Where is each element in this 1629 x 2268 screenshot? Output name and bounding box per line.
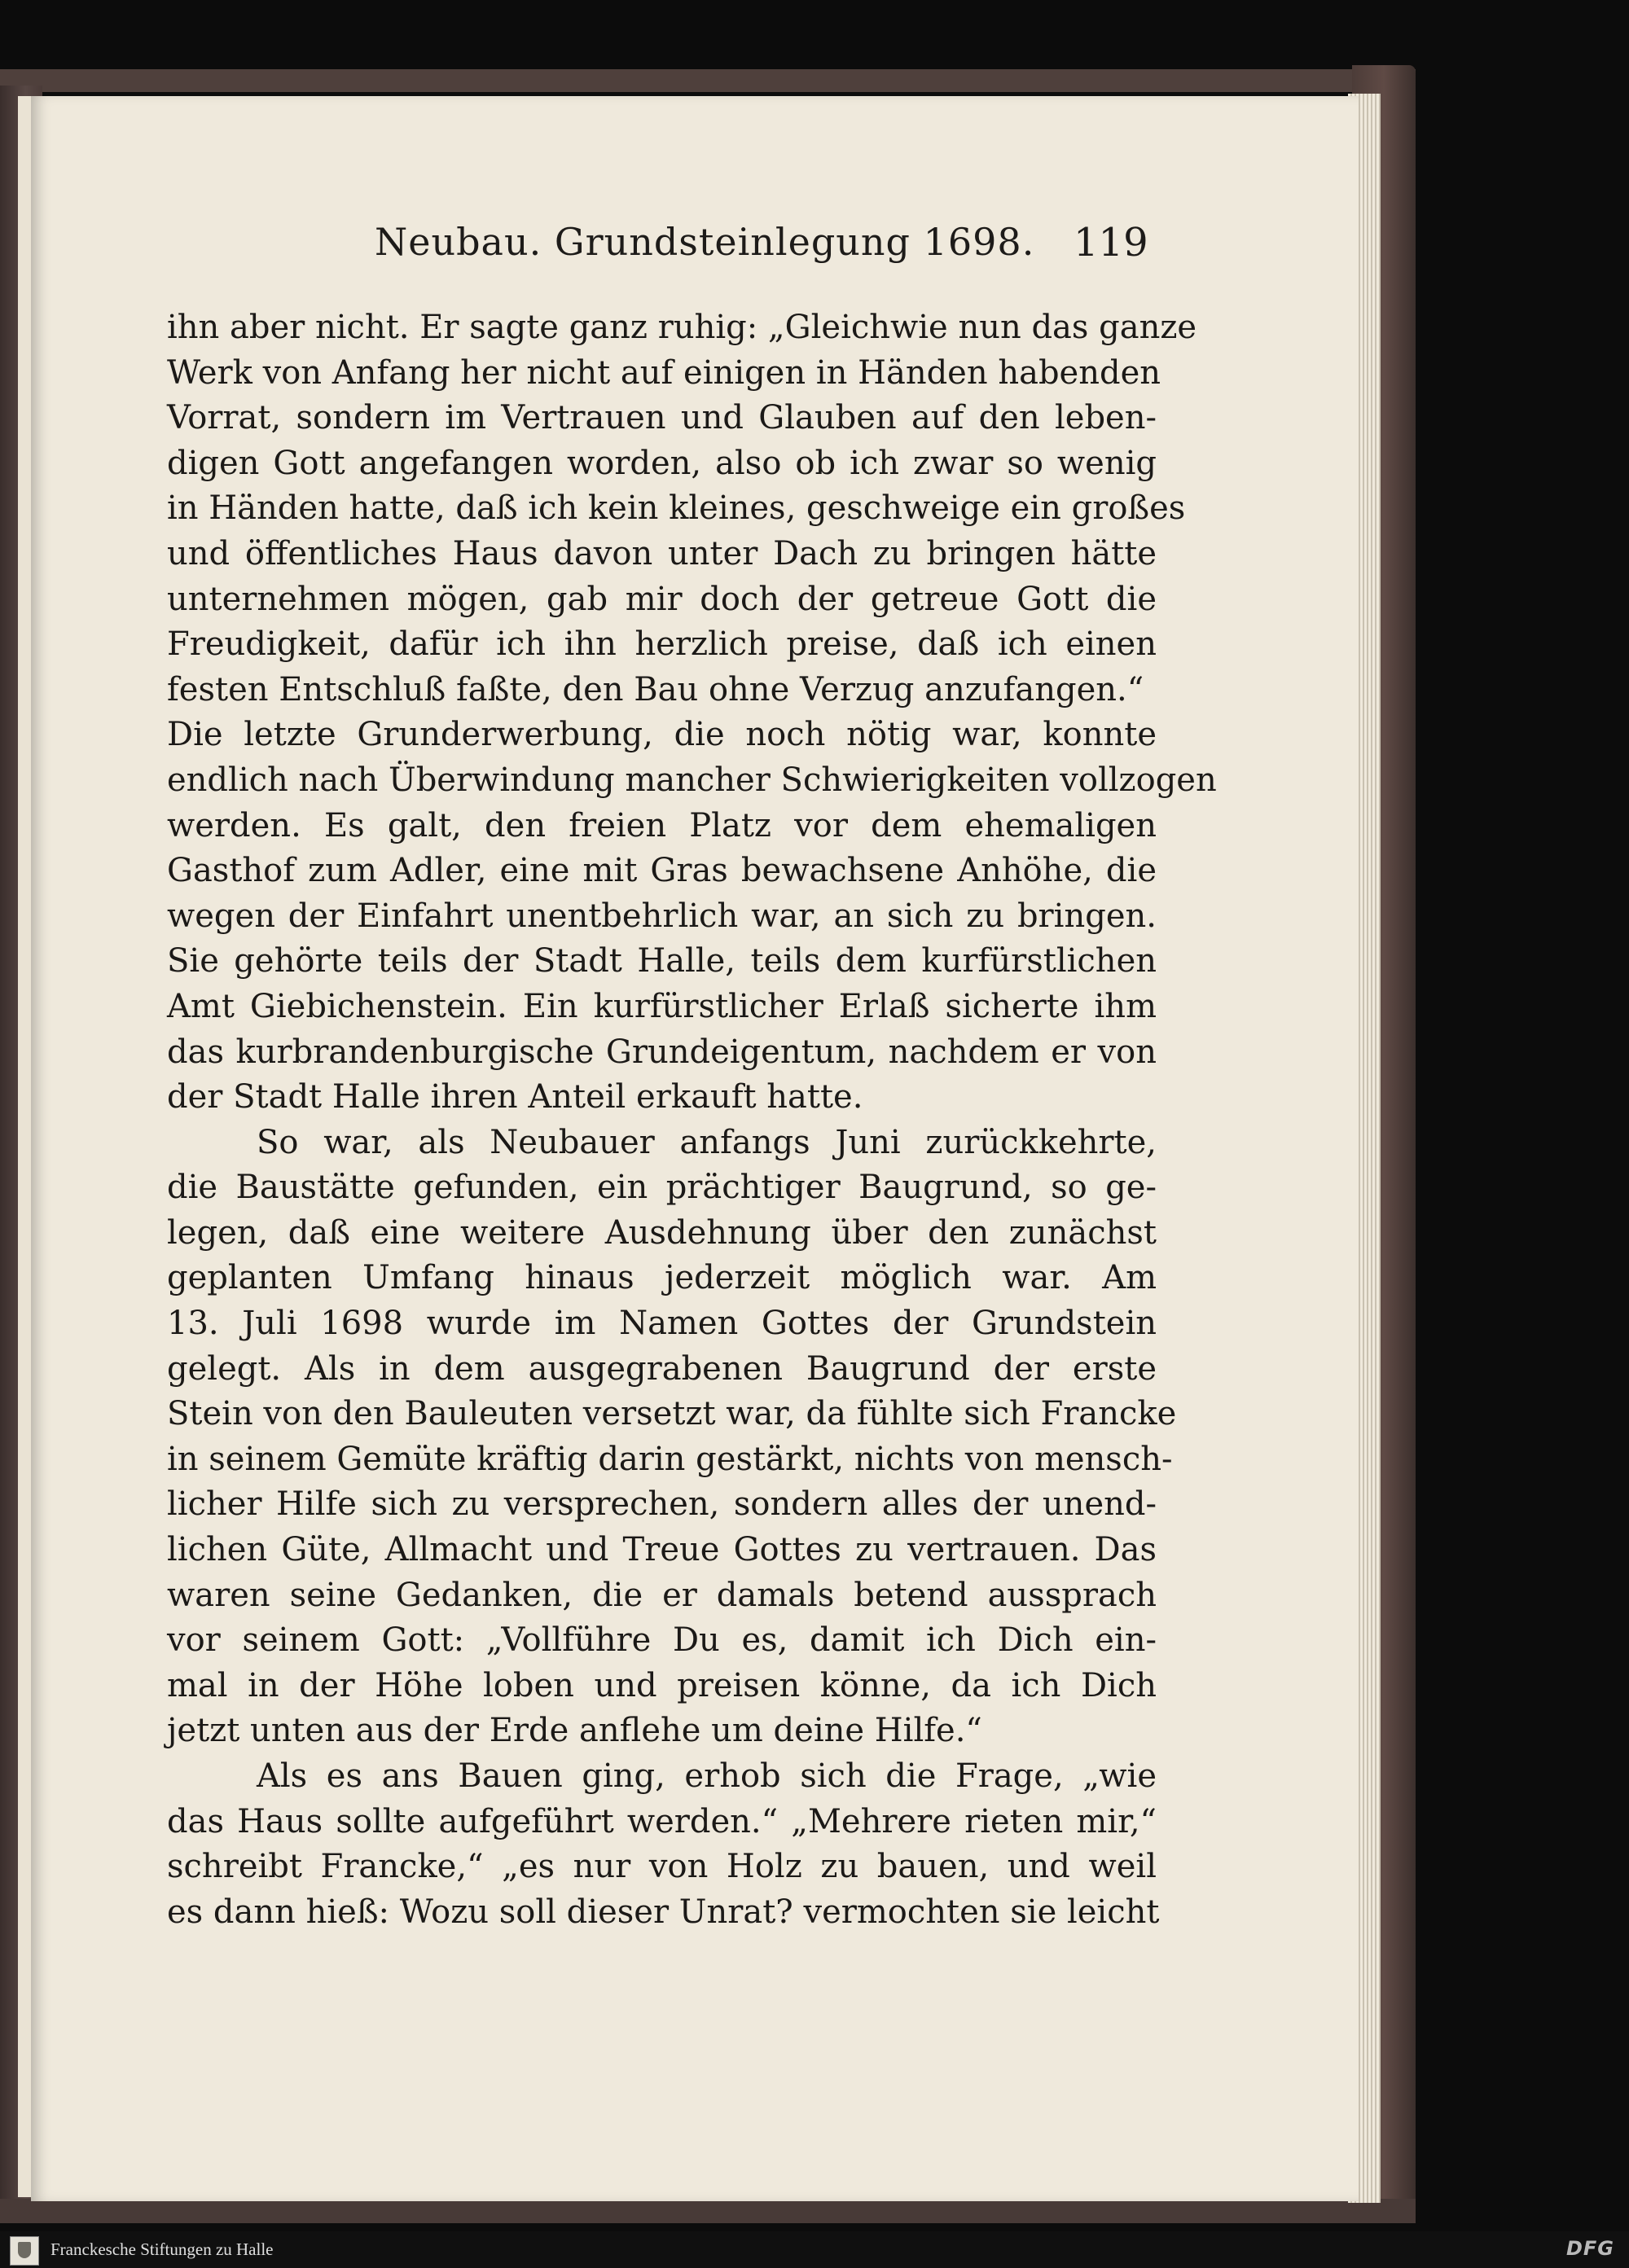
- text-line: die Baustätte gefunden, ein prächtiger Baugrund, so ge-: [167, 1169, 1157, 1207]
- book-cover-top-edge: [0, 69, 1416, 92]
- text-line: So war, als Neubauer anfangs Juni zurückkehrte,: [257, 1123, 1157, 1161]
- viewer-footer: [0, 2231, 1629, 2268]
- text-line: schreibt Francke,“ „es nur von Holz zu bauen, und weil: [167, 1848, 1157, 1886]
- text-line: gelegt. Als in dem ausgegrabenen Baugrund der erste: [167, 1349, 1157, 1388]
- text-line: legen, daß eine weitere Ausdehnung über den zunächst: [167, 1213, 1157, 1252]
- text-line: Werk von Anfang her nicht auf einigen in Händen habenden: [167, 353, 1161, 392]
- text-line: Als es ans Bauen ging, erhob sich die Frage, „wie: [257, 1757, 1157, 1795]
- page-number: 119: [1074, 220, 1148, 265]
- text-line: Gasthof zum Adler, eine mit Gras bewachsene Anhöhe, die: [167, 852, 1157, 890]
- institution-name[interactable]: Franckesche Stiftungen zu Halle: [50, 2239, 274, 2259]
- text-line: Vorrat, sondern im Vertrauen und Glauben auf den leben-: [167, 399, 1157, 437]
- running-head: Neubau. Grundsteinlegung 1698.: [375, 220, 1035, 264]
- text-line: endlich nach Überwindung mancher Schwierigkeiten vollzogen: [167, 761, 1217, 799]
- text-line: jetzt unten aus der Erde anflehe um deine Hilfe.“: [167, 1712, 982, 1750]
- text-line: das kurbrandenburgische Grundeigentum, nachdem er von: [167, 1033, 1157, 1071]
- text-line: geplanten Umfang hinaus jederzeit möglich war. Am: [167, 1259, 1157, 1297]
- text-line: in Händen hatte, daß ich kein kleines, geschweige ein großes: [167, 489, 1186, 528]
- text-line: Freudigkeit, dafür ich ihn herzlich preise, daß ich einen: [167, 625, 1157, 664]
- text-line: vor seinem Gott: „Vollführe Du es, damit ich Dich ein-: [167, 1621, 1157, 1660]
- text-line: lichen Güte, Allmacht und Treue Gottes zu vertrauen. Das: [167, 1531, 1157, 1569]
- text-line: mal in der Höhe loben und preisen könne, da ich Dich: [167, 1666, 1157, 1704]
- text-line: es dann hieß: Wozu soll dieser Unrat? vermochten sie leicht: [167, 1893, 1160, 1931]
- text-line: digen Gott angefangen worden, also ob ich zwar so wenig: [167, 444, 1157, 482]
- dfg-logo: DFG: [1565, 2237, 1614, 2260]
- text-line: und öffentliches Haus davon unter Dach zu bringen hätte: [167, 534, 1157, 572]
- text-line: Die letzte Grunderwerbung, die noch nötig war, konnte: [167, 716, 1157, 754]
- text-line: werden. Es galt, den freien Platz vor dem ehemaligen: [167, 806, 1157, 844]
- book-cover-bottom-edge: [0, 2199, 1416, 2223]
- text-line: Sie gehörte teils der Stadt Halle, teils dem kurfürstlichen: [167, 942, 1157, 980]
- text-line: in seinem Gemüte kräftig darin gestärkt, nichts von mensch-: [167, 1440, 1173, 1478]
- text-line: ihn aber nicht. Er sagte ganz ruhig: „Gleichwie nun das ganze: [167, 309, 1197, 346]
- institution-logo-icon: [10, 2236, 39, 2266]
- text-line: festen Entschluß faßte, den Bau ohne Verzug anzufangen.“: [167, 670, 1144, 708]
- text-line: das Haus sollte aufgeführt werden.“ „Mehrere rieten mir,“: [167, 1802, 1157, 1840]
- text-line: der Stadt Halle ihren Anteil erkauft hatte.: [167, 1078, 863, 1116]
- text-line: Stein von den Bauleuten versetzt war, da fühlte sich Francke: [167, 1395, 1177, 1433]
- text-line: Amt Giebichenstein. Ein kurfürstlicher Erlaß sicherte ihm: [167, 987, 1157, 1025]
- text-line: 13. Juli 1698 wurde im Namen Gottes der Grundstein: [167, 1305, 1157, 1343]
- text-line: waren seine Gedanken, die er damals betend aussprach: [167, 1576, 1157, 1614]
- text-line: wegen der Einfahrt unentbehrlich war, an sich zu bringen.: [167, 897, 1157, 935]
- text-line: unternehmen mögen, gab mir doch der getreue Gott die: [167, 580, 1157, 618]
- text-line: licher Hilfe sich zu versprechen, sondern alles der unend-: [167, 1485, 1157, 1524]
- body-text: [167, 305, 1217, 1935]
- previous-page-edge: [18, 96, 31, 2197]
